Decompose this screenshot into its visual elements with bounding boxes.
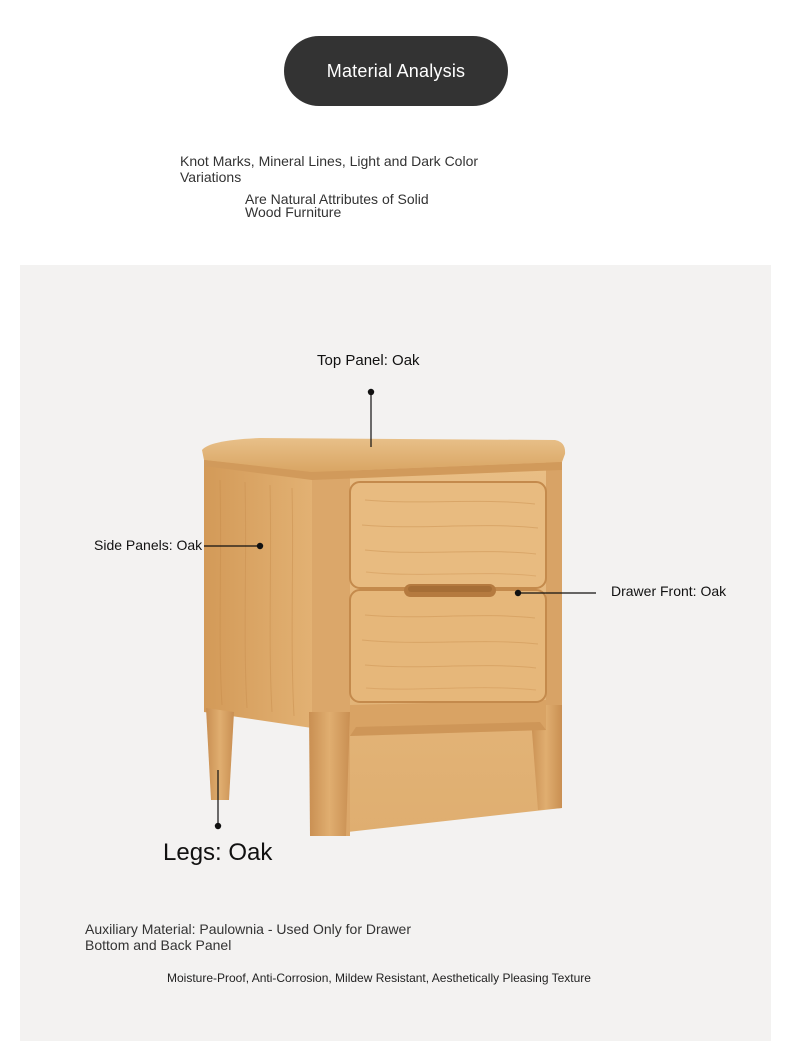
- legs-label: Legs: Oak: [163, 839, 273, 866]
- lower-drawer: [350, 590, 546, 702]
- upper-drawer: [350, 482, 546, 588]
- intro-line-1: Knot Marks, Mineral Lines, Light and Dark Color Variations: [180, 153, 479, 185]
- drawer-handle-groove: [404, 584, 496, 597]
- drawer-front-label: Drawer Front: Oak: [611, 583, 727, 599]
- pill-label: Material Analysis: [326, 60, 466, 81]
- auxiliary-material-text: Auxiliary Material: Paulownia - Used Only for Drawer Bottom and Back Panel: [85, 921, 411, 953]
- back-left-leg: [206, 708, 234, 800]
- side-panels-label: Side Panels: Oak: [94, 537, 203, 553]
- top-panel-label: Top Panel: Oak: [317, 352, 420, 369]
- top-panel-callout: [368, 389, 374, 447]
- side-panel: [204, 458, 312, 728]
- features-text: Moisture-Proof, Anti-Corrosion, Mildew Resistant, Aesthetically Pleasing Texture: [167, 971, 591, 985]
- intro-line-2: Are Natural Attributes of Solid Wood Furniture: [245, 191, 429, 220]
- front-left-leg: [309, 712, 350, 836]
